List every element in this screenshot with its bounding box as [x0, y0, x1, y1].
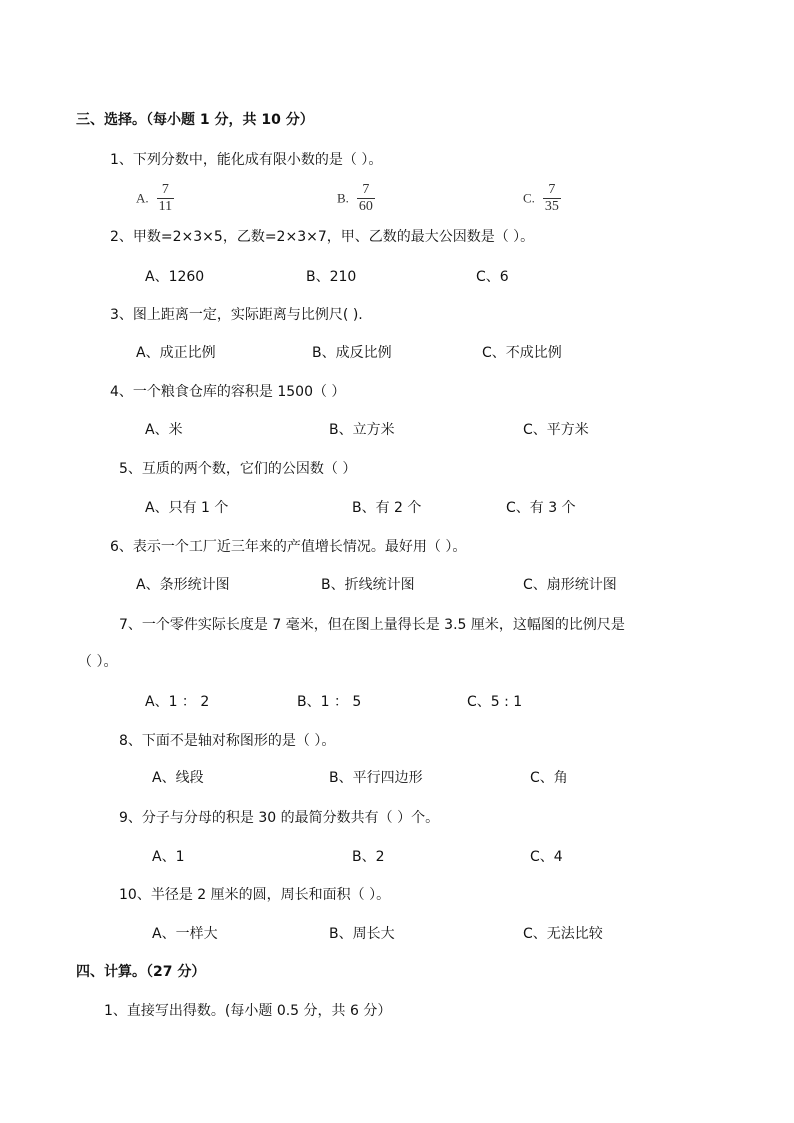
option-letter: B.: [337, 190, 349, 206]
denominator: 35: [544, 199, 559, 214]
question-6-stem: 6、表示一个工厂近三年来的产值增长情况。最好用（ ）。: [110, 539, 467, 555]
question-8-option-a: A、线段: [152, 770, 204, 786]
question-1-option-b: [337, 182, 375, 215]
denominator: 11: [158, 199, 173, 214]
question-10-option-a: A、一样大: [152, 926, 218, 942]
question-1-stem: 1、下列分数中，能化成有限小数的是（ ）。: [110, 152, 383, 168]
section-heading-choice: 三、选择。（每小题 1 分，共 10 分）: [76, 112, 314, 128]
numerator: 7: [161, 182, 169, 197]
question-3-option-c: C、不成比例: [482, 345, 562, 361]
question-4-option-c: C、平方米: [523, 422, 589, 438]
question-10-stem: 10、半径是 2 厘米的圆，周长和面积（ ）。: [119, 887, 391, 903]
question-9-option-b: B、2: [352, 849, 385, 865]
question-9-option-c: C、4: [530, 849, 563, 865]
question-3-stem: 3、图上距离一定，实际距离与比例尺( ).: [110, 307, 363, 323]
option-letter: A.: [136, 190, 149, 206]
question-2-stem: 2、甲数=2×3×5，乙数=2×3×7，甲、乙数的最大公因数是（ ）。: [110, 229, 535, 245]
section-heading-calc: 四、计算。（27 分）: [76, 964, 206, 980]
numerator: 7: [548, 182, 556, 197]
question-5-option-c: C、有 3 个: [506, 500, 576, 516]
calc-question-1-stem: 1、直接写出得数。(每小题 0.5 分，共 6 分）: [104, 1003, 392, 1019]
question-9-option-a: A、1: [152, 849, 185, 865]
question-6-option-a: A、条形统计图: [136, 577, 230, 593]
fraction: [357, 182, 375, 215]
question-5-stem: 5、互质的两个数，它们的公因数（ ）: [119, 461, 357, 477]
question-1-option-c: [523, 182, 561, 215]
question-10-option-c: C、无法比较: [523, 926, 603, 942]
fraction: [543, 182, 561, 215]
option-letter: C.: [523, 190, 535, 206]
question-3-option-b: B、成反比例: [312, 345, 392, 361]
question-7-option-b: B、1 ： 5: [297, 694, 362, 710]
question-5-option-b: B、有 2 个: [352, 500, 422, 516]
question-7-stem: 7、一个零件实际长度是 7 毫米，但在图上量得长是 3.5 厘米，这幅图的比例尺是: [119, 617, 625, 633]
question-6-option-c: C、扇形统计图: [523, 577, 617, 593]
question-7-stem-continuation: （ ）。: [78, 654, 118, 670]
question-4-stem: 4、一个粮食仓库的容积是 1500（ ）: [110, 384, 346, 400]
question-2-option-c: C、6: [476, 269, 509, 285]
fraction: [157, 182, 174, 215]
question-3-option-a: A、成正比例: [136, 345, 216, 361]
question-10-option-b: B、周长大: [329, 926, 395, 942]
question-8-option-c: C、角: [530, 770, 568, 786]
denominator: 60: [358, 199, 373, 214]
question-7-option-a: A、1 ： 2: [145, 694, 210, 710]
question-2-option-b: B、210: [306, 269, 357, 285]
question-4-option-a: A、米: [145, 422, 183, 438]
question-5-option-a: A、只有 1 个: [145, 500, 229, 516]
question-9-stem: 9、分子与分母的积是 30 的最简分数共有（ ）个。: [119, 810, 440, 826]
question-4-option-b: B、立方米: [329, 422, 395, 438]
numerator: 7: [362, 182, 370, 197]
question-7-option-c: C、5 : 1: [467, 694, 523, 710]
question-6-option-b: B、折线统计图: [321, 577, 415, 593]
question-8-stem: 8、下面不是轴对称图形的是（ ）。: [119, 733, 336, 749]
question-1-option-a: [136, 182, 174, 215]
question-8-option-b: B、平行四边形: [329, 770, 423, 786]
question-2-option-a: A、1260: [145, 269, 205, 285]
